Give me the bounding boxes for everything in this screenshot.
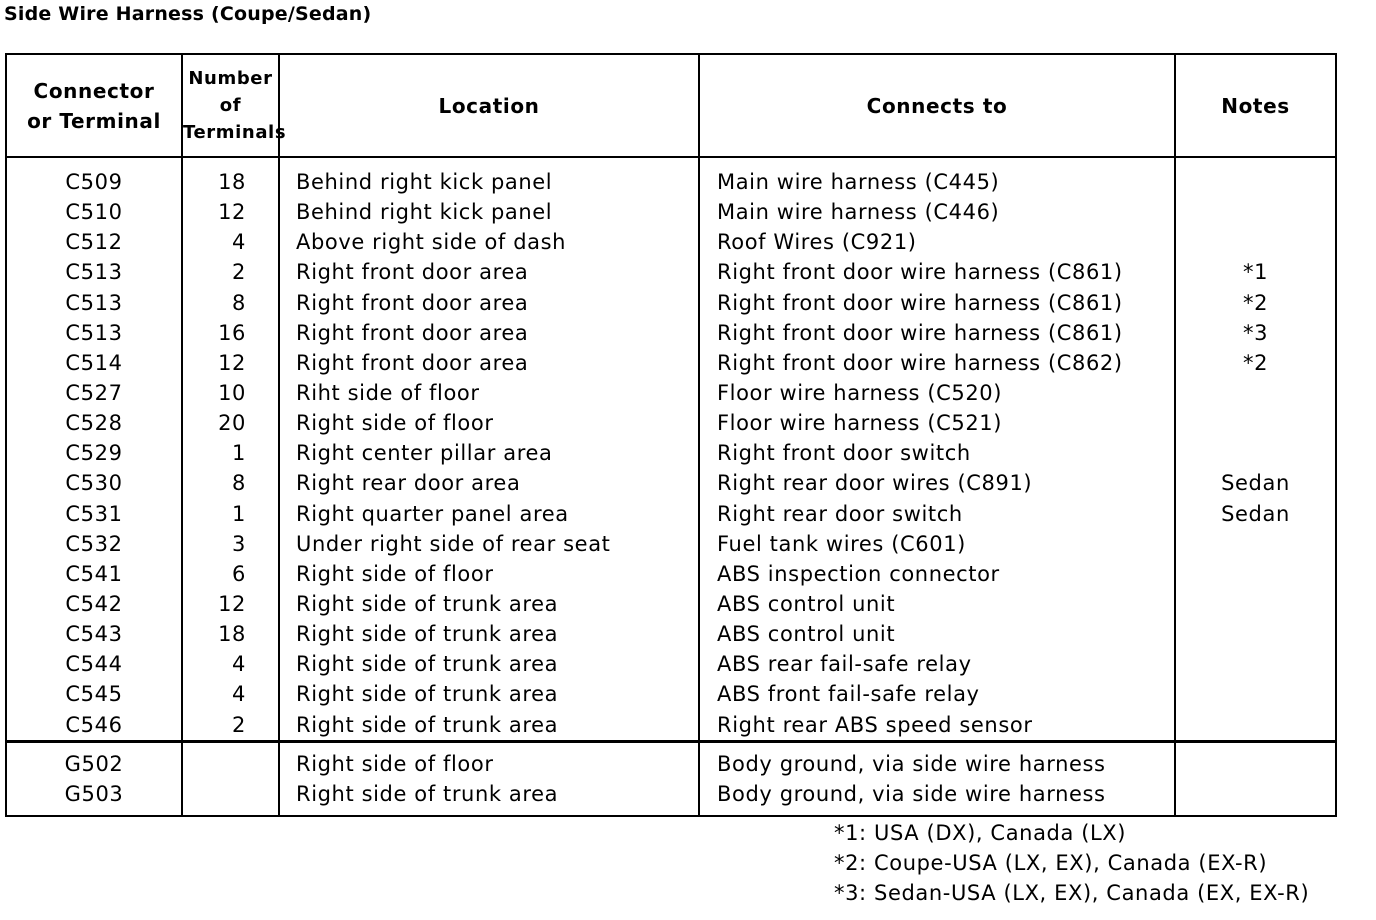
cell-location: Under right side of rear seat xyxy=(279,529,699,559)
cell-note xyxy=(1175,779,1336,816)
cell-note xyxy=(1175,378,1336,408)
cell-location: Right side of floor xyxy=(279,741,699,779)
cell-location: Right side of trunk area xyxy=(279,589,699,619)
cell-connector: C510 xyxy=(6,197,182,227)
cell-connects-to: ABS inspection connector xyxy=(699,559,1175,589)
cell-terminals: 10 xyxy=(182,378,279,408)
cell-connector: C531 xyxy=(6,499,182,529)
table-row xyxy=(6,710,1336,742)
cell-connects-to: ABS control unit xyxy=(699,589,1175,619)
cell-location: Right rear door area xyxy=(279,468,699,498)
table-row xyxy=(6,649,1336,679)
cell-note: Sedan xyxy=(1175,499,1336,529)
header-connector-line2: or Terminal xyxy=(27,108,161,133)
cell-connector: C543 xyxy=(6,619,182,649)
table-body xyxy=(6,157,1336,816)
cell-connector: C545 xyxy=(6,679,182,709)
footnotes xyxy=(834,818,1309,908)
cell-connects-to: Floor wire harness (C521) xyxy=(699,408,1175,438)
cell-location: Above right side of dash xyxy=(279,227,699,257)
cell-terminals: 12 xyxy=(182,348,279,378)
cell-terminals: 1 xyxy=(182,499,279,529)
cell-connector: G502 xyxy=(6,741,182,779)
cell-location: Right front door area xyxy=(279,318,699,348)
cell-connector: C544 xyxy=(6,649,182,679)
cell-terminals: 6 xyxy=(182,559,279,589)
cell-connector: C512 xyxy=(6,227,182,257)
cell-location: Right side of trunk area xyxy=(279,649,699,679)
header-notes: Notes xyxy=(1175,54,1336,157)
header-number-line1: Number xyxy=(188,68,273,89)
cell-terminals: 8 xyxy=(182,288,279,318)
cell-note xyxy=(1175,157,1336,197)
cell-connects-to: Roof Wires (C921) xyxy=(699,227,1175,257)
cell-note: *1 xyxy=(1175,257,1336,287)
ground-row xyxy=(6,779,1336,816)
cell-terminals: 1 xyxy=(182,438,279,468)
cell-connects-to: Floor wire harness (C520) xyxy=(699,378,1175,408)
cell-connects-to: ABS front fail-safe relay xyxy=(699,679,1175,709)
cell-terminals: 2 xyxy=(182,710,279,742)
header-number-line3: Terminals xyxy=(183,122,287,143)
cell-location: Right front door area xyxy=(279,348,699,378)
cell-connector: C513 xyxy=(6,257,182,287)
ground-row xyxy=(6,741,1336,779)
table-row xyxy=(6,257,1336,287)
cell-connects-to: Right rear door switch xyxy=(699,499,1175,529)
cell-connects-to: Right front door wire harness (C861) xyxy=(699,288,1175,318)
table-row xyxy=(6,679,1336,709)
cell-location: Right quarter panel area xyxy=(279,499,699,529)
header-connector xyxy=(6,54,182,157)
cell-location: Right side of trunk area xyxy=(279,710,699,742)
cell-connects-to: Main wire harness (C445) xyxy=(699,157,1175,197)
table-row xyxy=(6,529,1336,559)
cell-location: Right front door area xyxy=(279,257,699,287)
table-row xyxy=(6,157,1336,197)
cell-note xyxy=(1175,710,1336,742)
table-row xyxy=(6,408,1336,438)
cell-connector: C513 xyxy=(6,288,182,318)
cell-connector: C528 xyxy=(6,408,182,438)
cell-connects-to: Right rear ABS speed sensor xyxy=(699,710,1175,742)
header-number-line2: of xyxy=(219,95,242,116)
cell-location: Right side of trunk area xyxy=(279,619,699,649)
table-row xyxy=(6,288,1336,318)
table-row xyxy=(6,318,1336,348)
cell-note: *3 xyxy=(1175,318,1336,348)
cell-location: Right side of floor xyxy=(279,408,699,438)
cell-connects-to: Right front door wire harness (C861) xyxy=(699,318,1175,348)
table-row xyxy=(6,559,1336,589)
harness-table xyxy=(5,53,1337,817)
table-row xyxy=(6,197,1336,227)
cell-connects-to: Right front door switch xyxy=(699,438,1175,468)
cell-connects-to: ABS rear fail-safe relay xyxy=(699,649,1175,679)
cell-connector: C542 xyxy=(6,589,182,619)
cell-location: Right center pillar area xyxy=(279,438,699,468)
footnote-2: *2: Coupe-USA (LX, EX), Canada (EX-R) xyxy=(834,851,1268,875)
cell-terminals: 20 xyxy=(182,408,279,438)
cell-terminals: 3 xyxy=(182,529,279,559)
cell-terminals: 16 xyxy=(182,318,279,348)
cell-terminals: 8 xyxy=(182,468,279,498)
cell-note xyxy=(1175,649,1336,679)
cell-connects-to: Fuel tank wires (C601) xyxy=(699,529,1175,559)
cell-terminals: 18 xyxy=(182,619,279,649)
header-connector-line1: Connector xyxy=(33,78,155,103)
table-row xyxy=(6,499,1336,529)
cell-note xyxy=(1175,679,1336,709)
cell-terminals: 12 xyxy=(182,197,279,227)
cell-location: Right side of trunk area xyxy=(279,779,699,816)
cell-connector: C527 xyxy=(6,378,182,408)
cell-note xyxy=(1175,589,1336,619)
cell-note xyxy=(1175,741,1336,779)
cell-terminals: 4 xyxy=(182,679,279,709)
cell-connector: G503 xyxy=(6,779,182,816)
cell-note xyxy=(1175,559,1336,589)
cell-connects-to: Body ground, via side wire harness xyxy=(699,779,1175,816)
cell-location: Right side of floor xyxy=(279,559,699,589)
table-row xyxy=(6,438,1336,468)
cell-terminals: 18 xyxy=(182,157,279,197)
page-title: Side Wire Harness (Coupe/Sedan) xyxy=(4,3,372,25)
cell-location: Right side of trunk area xyxy=(279,679,699,709)
cell-note: *2 xyxy=(1175,288,1336,318)
cell-location: Behind right kick panel xyxy=(279,157,699,197)
table-row xyxy=(6,348,1336,378)
cell-terminals: 2 xyxy=(182,257,279,287)
header-number xyxy=(182,54,287,157)
cell-note: Sedan xyxy=(1175,468,1336,498)
cell-note xyxy=(1175,619,1336,649)
table-row xyxy=(6,619,1336,649)
table-header-row xyxy=(6,54,1336,157)
cell-note xyxy=(1175,529,1336,559)
header-location: Location xyxy=(279,54,699,157)
cell-terminals: 12 xyxy=(182,589,279,619)
cell-location: Riht side of floor xyxy=(279,378,699,408)
cell-connector: C530 xyxy=(6,468,182,498)
cell-location: Right front door area xyxy=(279,288,699,318)
cell-connector: C532 xyxy=(6,529,182,559)
cell-connects-to: Right rear door wires (C891) xyxy=(699,468,1175,498)
cell-note xyxy=(1175,197,1336,227)
cell-connector: C546 xyxy=(6,710,182,742)
cell-note xyxy=(1175,438,1336,468)
cell-connector: C514 xyxy=(6,348,182,378)
footnote-3: *3: Sedan-USA (LX, EX), Canada (EX, EX-R) xyxy=(834,881,1310,905)
table-row xyxy=(6,227,1336,257)
cell-terminals: 4 xyxy=(182,227,279,257)
cell-connects-to: ABS control unit xyxy=(699,619,1175,649)
cell-note xyxy=(1175,408,1336,438)
cell-location: Behind right kick panel xyxy=(279,197,699,227)
cell-connects-to: Main wire harness (C446) xyxy=(699,197,1175,227)
cell-connector: C541 xyxy=(6,559,182,589)
cell-connects-to: Right front door wire harness (C862) xyxy=(699,348,1175,378)
table-row xyxy=(6,468,1336,498)
cell-connects-to: Body ground, via side wire harness xyxy=(699,741,1175,779)
header-connects-to: Connects to xyxy=(699,54,1175,157)
cell-terminals xyxy=(182,779,279,816)
cell-note xyxy=(1175,227,1336,257)
cell-terminals: 4 xyxy=(182,649,279,679)
table-row xyxy=(6,378,1336,408)
cell-note: *2 xyxy=(1175,348,1336,378)
cell-terminals xyxy=(182,741,279,779)
cell-connector: C509 xyxy=(6,157,182,197)
table-row xyxy=(6,589,1336,619)
cell-connects-to: Right front door wire harness (C861) xyxy=(699,257,1175,287)
cell-connector: C513 xyxy=(6,318,182,348)
cell-connector: C529 xyxy=(6,438,182,468)
footnote-1: *1: USA (DX), Canada (LX) xyxy=(834,821,1127,845)
